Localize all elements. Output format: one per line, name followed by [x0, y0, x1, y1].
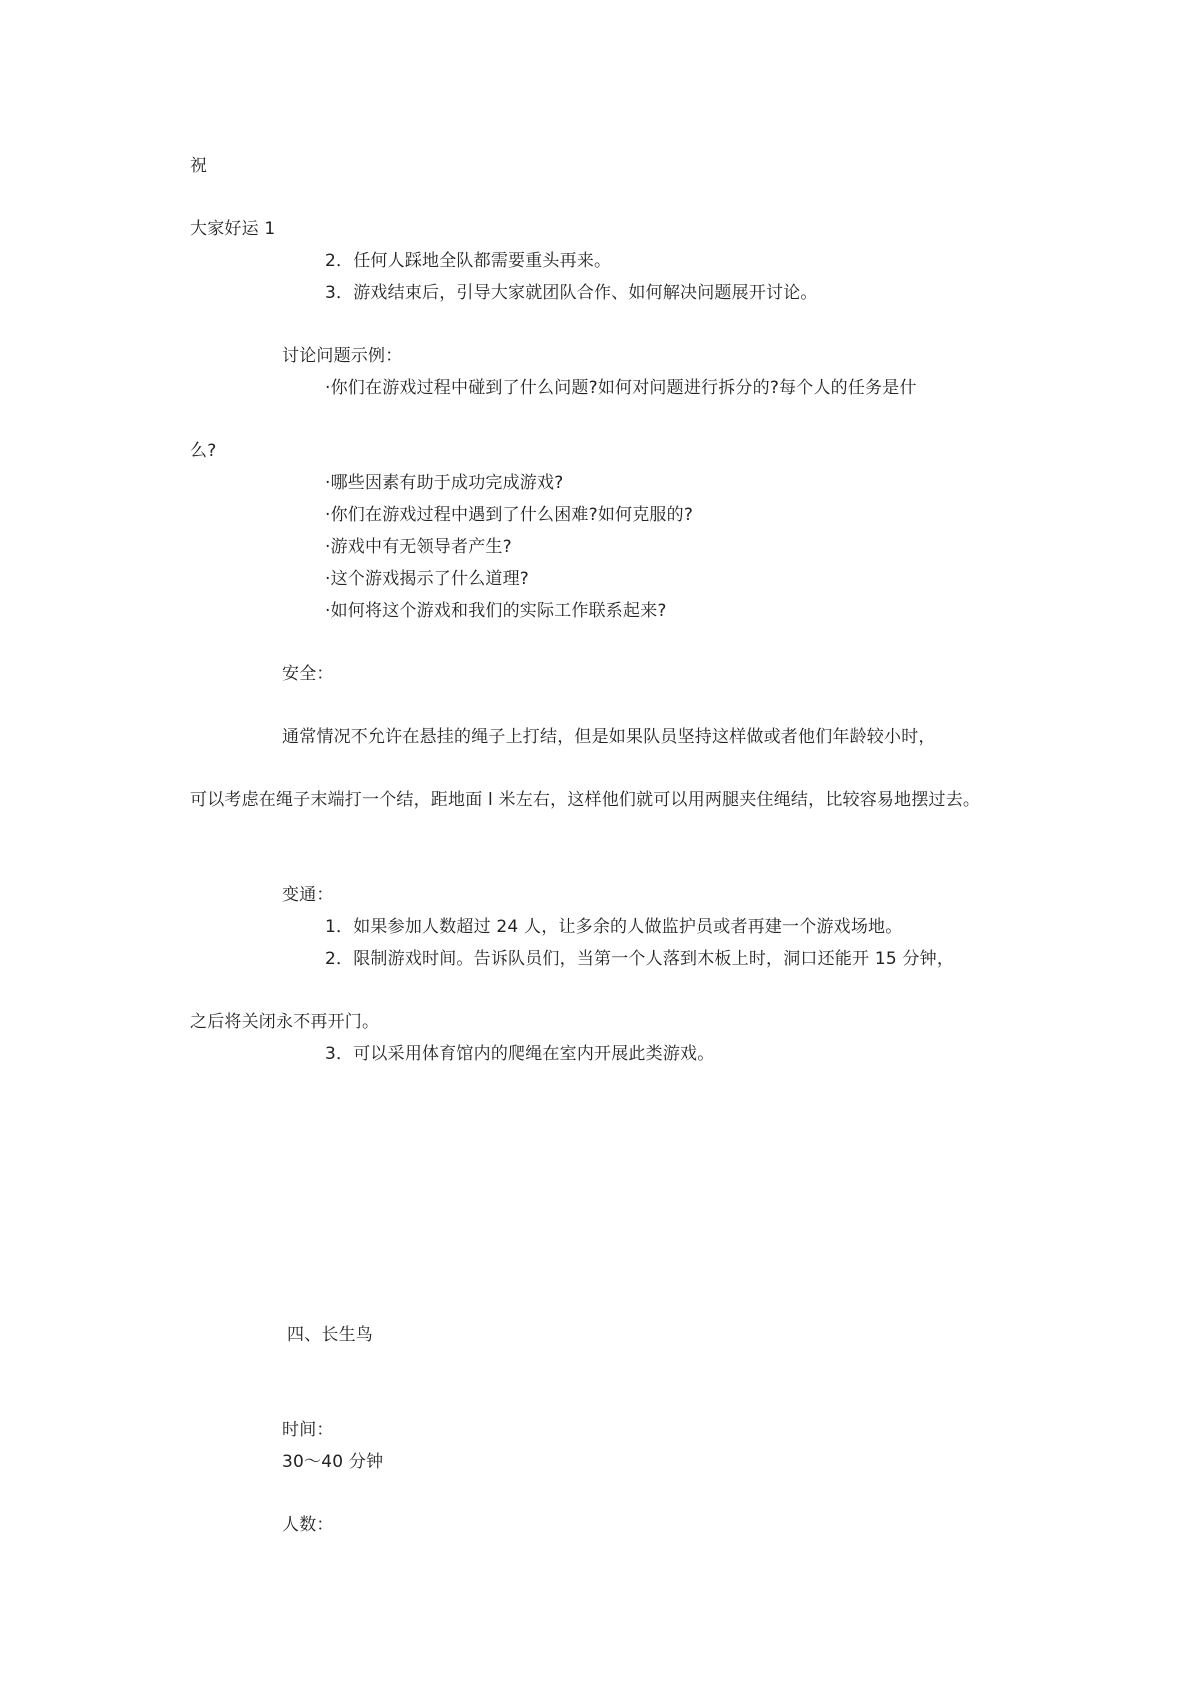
list-item: ·你们在游戏过程中碰到了什么问题?如何对问题进行拆分的?每个人的任务是什 — [325, 378, 917, 398]
list-item: 2．限制游戏时间。告诉队员们，当第一个人落到木板上时，洞口还能开 15 分钟， — [325, 949, 955, 969]
field-value: 30～40 分钟 — [282, 1452, 384, 1472]
list-item: ·这个游戏揭示了什么道理? — [325, 569, 530, 589]
paragraph-line: 通常情况不允许在悬挂的绳子上打结，但是如果队员坚持这样做或者他们年龄较小时， — [282, 727, 936, 747]
list-item: 1．如果参加人数超过 24 人，让多余的人做监护员或者再建一个游戏场地。 — [325, 917, 903, 937]
field-label: 时间： — [282, 1420, 334, 1440]
chapter-title: 四、长生鸟 — [287, 1325, 373, 1345]
text-line: 之后将关闭永不再开门。 — [190, 1012, 380, 1032]
list-item: ·如何将这个游戏和我们的实际工作联系起来? — [325, 601, 667, 621]
text-line: 么? — [190, 441, 217, 461]
text-line: 大家好运 1 — [190, 219, 276, 239]
list-item: 3．可以采用体育馆内的爬绳在室内开展此类游戏。 — [325, 1044, 715, 1064]
section-heading: 讨论问题示例： — [282, 346, 403, 366]
list-item: 3．游戏结束后，引导大家就团队合作、如何解决问题展开讨论。 — [325, 283, 818, 303]
section-heading: 安全： — [282, 664, 334, 684]
paragraph-line: 可以考虑在绳子末端打一个结，距地面 l 米左右，这样他们就可以用两腿夹住绳结，比较容易地摆过去。 — [190, 790, 981, 810]
list-item: ·游戏中有无领导者产生? — [325, 537, 512, 557]
list-item: ·你们在游戏过程中遇到了什么困难?如何克服的? — [325, 505, 694, 525]
field-label: 人数： — [282, 1515, 334, 1535]
section-heading: 变通： — [282, 885, 334, 905]
list-item: ·哪些因素有助于成功完成游戏? — [325, 473, 564, 493]
text-line: 祝 — [190, 156, 208, 176]
list-item: 2．任何人踩地全队都需要重头再来。 — [325, 251, 612, 271]
